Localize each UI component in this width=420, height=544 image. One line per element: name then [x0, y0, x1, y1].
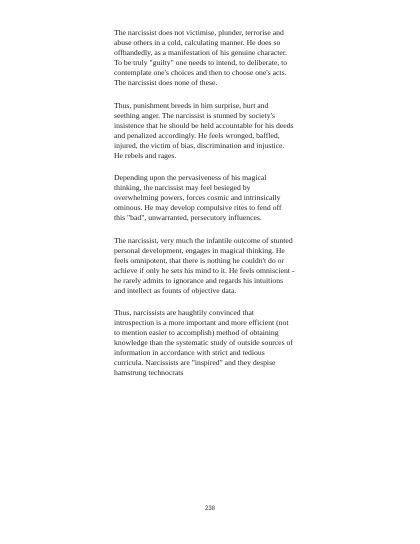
paragraph-4: The narcissist, very much the infantile outcome of stunted personal development, engages in magical thinking. He feels omnipotent, that there is nothing he couldn't do or achieve if only he sets his mind to it. He feels omniscient - he rarely admits to ignorance and regards his intuitions and intellect as founts of objective data.: [114, 235, 295, 295]
paragraph-3: Depending upon the pervasiveness of his magical thinking, the narcissist may feel besieged by overwhelming powers, forces cosmic and intrinsically ominous. He may develop compulsive rites to fend off this "bad", unwarranted, persecutory influences.: [114, 173, 282, 222]
page-number: 238: [204, 506, 215, 512]
body-text: [114, 28, 314, 391]
paragraph-2: Thus, punishment breeds in him surprise, hurt and seething anger. The narcissist is stunned by society's insistence that he should be held accountable for his deeds and penalized accordingly. He feels wronged, baffled, injured, the victim of bias, discrimination and injustice. He rebels and rages.: [114, 100, 294, 160]
paragraph-1: The narcissist does not victimise, plunder, terrorise and abuse others in a cold, calculating manner. He does so offhandedly, as a manifestation of his genuine character. To be truly "guilty" one needs to intend, to deliberate, to contemplate one's choices and then to choose one's acts. The narcissist does none of these.: [114, 28, 288, 87]
paragraph-5: Thus, narcissists are haughtily convinced that introspection is a more important and more efficient (not to mention easier to accomplish) method of obtaining knowledge than the systematic study of outside sources of information in accordance with strict and tedious curricula. Narcissists are "inspired" and they despise hamstrung technocrats: [114, 308, 293, 377]
